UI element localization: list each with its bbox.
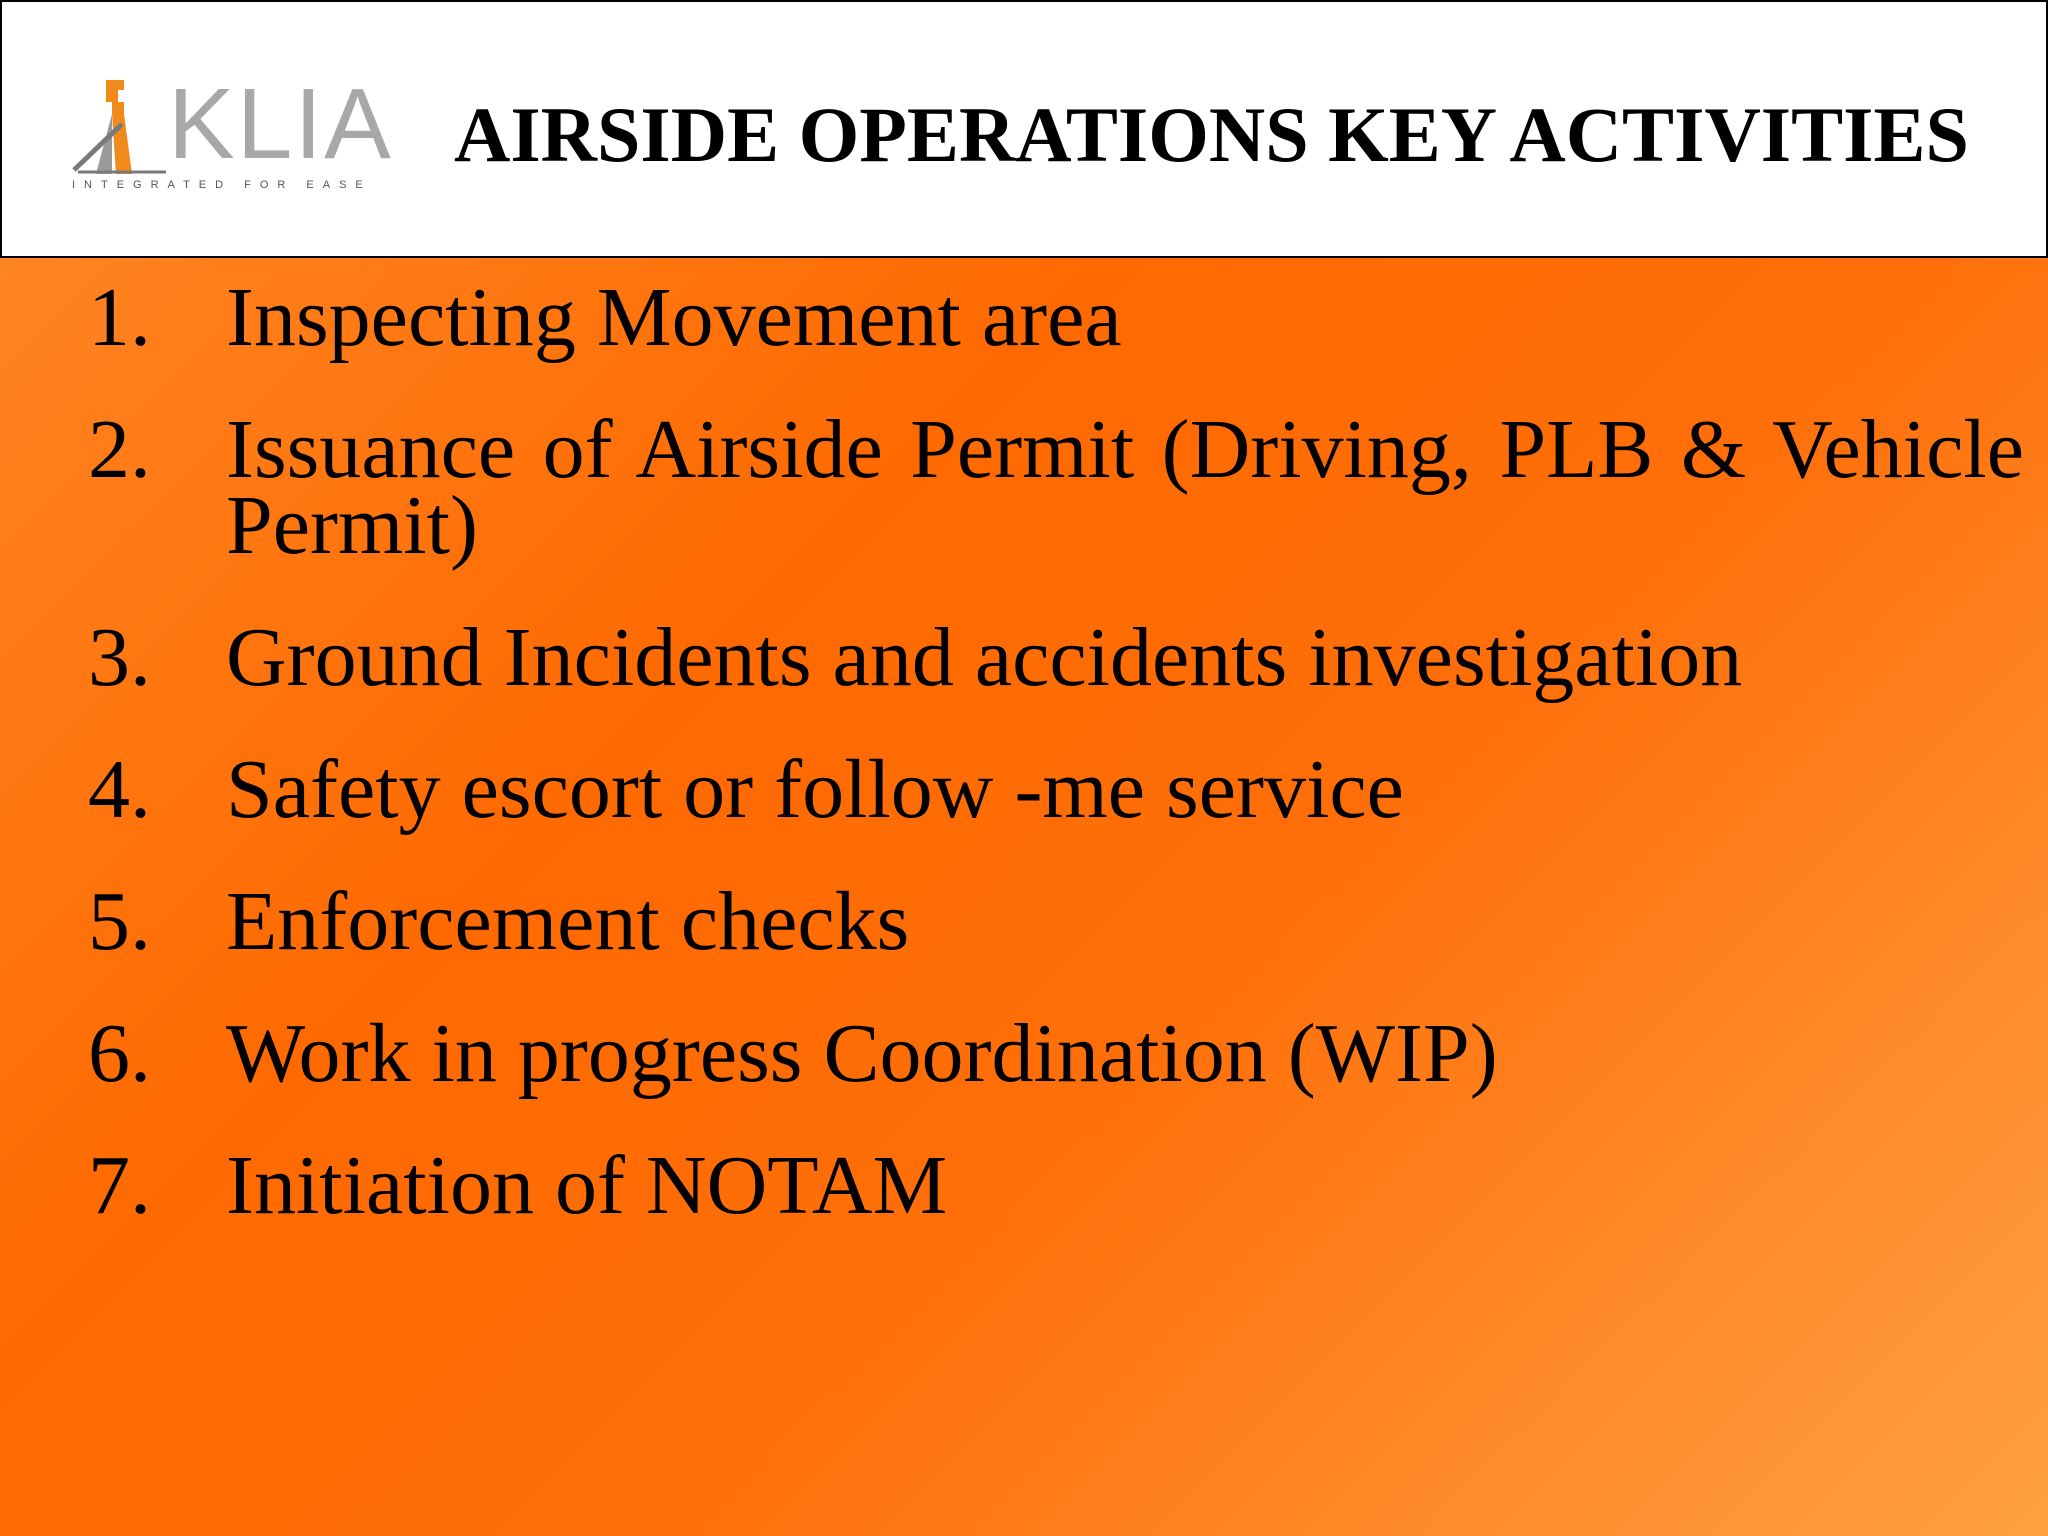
klia-tagline: INTEGRATED FOR EASE <box>72 179 372 191</box>
list-item <box>88 611 2024 704</box>
list-item-number: 1. <box>88 271 151 364</box>
list-item-number: 4. <box>88 743 151 836</box>
list-item-number: 2. <box>88 403 151 496</box>
list-item-text: Initiation of NOTAM <box>226 1139 948 1232</box>
list-item-number: 6. <box>88 1007 151 1100</box>
list-item <box>88 1007 2024 1100</box>
list-item <box>88 403 2024 572</box>
list-item-text: Issuance of Airside Permit (Driving, PLB & Vehicle Permit) <box>226 403 2024 572</box>
list-item-text: Enforcement checks <box>226 875 910 968</box>
list-item <box>88 1139 2024 1232</box>
list-item-text: Work in progress Coordination (WIP) <box>226 1007 1498 1100</box>
list-item <box>88 271 2024 364</box>
list-item-number: 3. <box>88 611 151 704</box>
klia-wordmark: KLIA <box>168 68 393 180</box>
klia-tower-logo-icon <box>72 80 168 174</box>
list-item <box>88 875 2024 968</box>
activities-list <box>88 271 2024 1280</box>
list-item-text: Safety escort or follow -me service <box>226 743 1404 836</box>
slide-header <box>0 0 2048 258</box>
klia-logo <box>72 68 412 196</box>
slide-title: AIRSIDE OPERATIONS KEY ACTIVITIES <box>454 91 1969 178</box>
list-item-text: Inspecting Movement area <box>226 271 1122 364</box>
list-item-number: 7. <box>88 1139 151 1232</box>
list-item-text: Ground Incidents and accidents investigation <box>226 611 1743 704</box>
list-item-number: 5. <box>88 875 151 968</box>
list-item <box>88 743 2024 836</box>
